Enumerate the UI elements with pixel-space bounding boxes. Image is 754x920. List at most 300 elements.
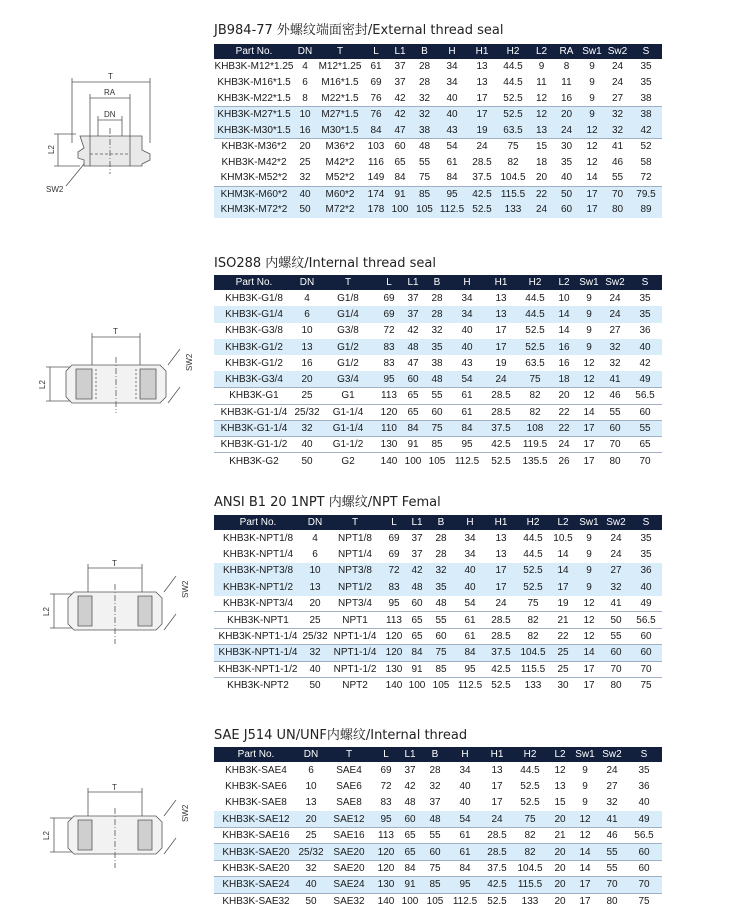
table-cell: 14 — [576, 645, 602, 661]
table-cell: 37 — [398, 762, 422, 778]
table-cell: 84 — [406, 645, 428, 661]
table-cell: 61 — [454, 612, 486, 628]
table-cell: 130 — [376, 437, 402, 453]
table-cell: 48 — [412, 138, 437, 154]
table-cell: 84 — [450, 420, 484, 436]
table-cell: 42 — [406, 563, 428, 579]
table-cell: 4 — [294, 290, 320, 306]
table-cell: 20 — [294, 138, 316, 154]
table-cell: SAE16 — [324, 828, 374, 844]
table-cell: 37 — [402, 290, 424, 306]
section-title: SAE J514 UN/UNF内螺纹/Internal thread — [214, 728, 468, 743]
table-cell: 32 — [298, 860, 324, 876]
table-cell: 75 — [516, 596, 550, 612]
table-cell: 16 — [294, 355, 320, 371]
table-cell: G2 — [320, 453, 376, 469]
table-cell: 25 — [294, 388, 320, 404]
column-header: RA — [554, 44, 579, 59]
table-cell: 19 — [484, 355, 518, 371]
table-cell: 35 — [626, 762, 662, 778]
table-cell: 113 — [374, 828, 398, 844]
table-row — [214, 877, 662, 893]
part-number-cell: KHB3K-NPT1 — [214, 612, 302, 628]
table-cell: 6 — [302, 546, 328, 562]
table-cell: 50 — [298, 893, 324, 909]
table-cell: 69 — [376, 290, 402, 306]
table-cell: 60 — [424, 404, 450, 420]
table-cell: NPT3/8 — [328, 563, 382, 579]
table-cell: 32 — [602, 355, 628, 371]
table-cell: 48 — [398, 795, 422, 811]
table-cell: 50 — [554, 186, 579, 202]
table-cell: 13 — [482, 762, 512, 778]
column-header: Sw1 — [579, 44, 605, 59]
table-cell: 178 — [364, 202, 388, 218]
table-cell: 130 — [374, 877, 398, 893]
dim-label-l2: L2 — [38, 380, 47, 389]
table-cell: 20 — [548, 877, 572, 893]
table-cell: 83 — [376, 355, 402, 371]
table-cell: 75 — [518, 371, 552, 387]
table-cell: 10 — [302, 563, 328, 579]
table-cell: 17 — [482, 795, 512, 811]
table-cell: 116 — [364, 154, 388, 170]
table-cell: 17 — [572, 877, 598, 893]
table-row — [214, 860, 662, 876]
part-number-cell: KHB3K-G1-1/2 — [214, 437, 294, 453]
table-cell: 84 — [454, 645, 486, 661]
table-cell: 112.5 — [450, 453, 484, 469]
table-cell: 58 — [630, 154, 662, 170]
table-cell: 28.5 — [486, 628, 516, 644]
table-cell: 24 — [602, 546, 630, 562]
table-cell: 56.5 — [628, 388, 662, 404]
dim-label-sw2: SW2 — [181, 804, 190, 822]
table-cell: M30*1.5 — [316, 123, 364, 139]
table-cell: 12 — [529, 107, 554, 123]
table-cell: 17 — [576, 661, 602, 677]
dim-label-sw2: SW2 — [181, 580, 190, 598]
table-cell: 80 — [602, 453, 628, 469]
table-cell: 61 — [364, 59, 388, 75]
table-cell: 24 — [598, 762, 626, 778]
dim-label-t: T — [112, 560, 117, 568]
part-number-cell: KHB3K-SAE16 — [214, 828, 298, 844]
table-cell: 55 — [422, 828, 448, 844]
table-cell: 60 — [402, 371, 424, 387]
table-cell: G1-1/4 — [320, 420, 376, 436]
table-cell: 60 — [406, 596, 428, 612]
table-cell: 46 — [605, 154, 630, 170]
table-cell: 52.5 — [512, 778, 548, 794]
column-header: H — [454, 515, 486, 530]
table-cell: 70 — [630, 661, 662, 677]
table-cell: 37.5 — [467, 170, 497, 186]
table-cell: 55 — [424, 388, 450, 404]
table-cell: 82 — [518, 404, 552, 420]
column-header: L2 — [552, 275, 576, 290]
column-header: H1 — [482, 747, 512, 762]
table-cell: 120 — [374, 860, 398, 876]
table-cell: 56.5 — [630, 612, 662, 628]
table-row — [214, 778, 662, 794]
table-cell: 14 — [579, 170, 605, 186]
table-cell: 28.5 — [484, 388, 518, 404]
table-cell: 17 — [579, 202, 605, 218]
table-cell: 9 — [576, 290, 602, 306]
table-cell: 80 — [605, 202, 630, 218]
table-cell: 89 — [630, 202, 662, 218]
table-cell: 103 — [364, 138, 388, 154]
table-cell: 76 — [364, 91, 388, 107]
table-cell: 17 — [576, 437, 602, 453]
table-cell: 34 — [450, 290, 484, 306]
table-cell: M42*2 — [316, 154, 364, 170]
table-cell: 37 — [388, 59, 412, 75]
table-cell: 95 — [437, 186, 467, 202]
table-cell: 82 — [518, 388, 552, 404]
table-cell: 52.5 — [516, 579, 550, 595]
table-cell: 84 — [448, 860, 482, 876]
table-cell: 20 — [548, 893, 572, 909]
table-cell: 42 — [628, 355, 662, 371]
table-cell: 105 — [424, 453, 450, 469]
table-cell: 32 — [294, 420, 320, 436]
table-cell: 13 — [298, 795, 324, 811]
table-cell: 4 — [294, 59, 316, 75]
table-cell: 60 — [554, 202, 579, 218]
table-cell: 104.5 — [512, 860, 548, 876]
table-cell: 4 — [302, 530, 328, 546]
table-cell: 10 — [552, 290, 576, 306]
table-cell: 52.5 — [497, 91, 529, 107]
column-header: L2 — [529, 44, 554, 59]
table-cell: 44.5 — [512, 762, 548, 778]
column-header: L — [374, 747, 398, 762]
table-cell: 55 — [428, 612, 454, 628]
column-header: Sw1 — [572, 747, 598, 762]
table-cell: 24 — [602, 290, 628, 306]
table-cell: 40 — [437, 107, 467, 123]
table-cell: M22*1.5 — [316, 91, 364, 107]
table-cell: 35 — [630, 546, 662, 562]
table-cell: 63.5 — [518, 355, 552, 371]
table-cell: NPT1/4 — [328, 546, 382, 562]
part-number-cell: KHB3K-NPT1-1/4 — [214, 645, 302, 661]
table-cell: SAE4 — [324, 762, 374, 778]
table-cell: 34 — [437, 75, 467, 91]
part-number-cell: KHM3K-M72*2 — [214, 202, 294, 218]
table-cell: M12*1.25 — [316, 59, 364, 75]
table-cell: 9 — [579, 91, 605, 107]
table-cell: NPT1/8 — [328, 530, 382, 546]
table-row — [214, 893, 662, 909]
table-cell: 82 — [516, 612, 550, 628]
table-cell: 95 — [376, 371, 402, 387]
column-header: Sw2 — [602, 515, 630, 530]
table-cell: 41 — [602, 371, 628, 387]
table-cell: 16 — [554, 91, 579, 107]
table-cell: 9 — [572, 778, 598, 794]
table-cell: 72 — [376, 323, 402, 339]
table-cell: 76 — [364, 107, 388, 123]
dim-label-t: T — [113, 327, 118, 336]
table-cell: 40 — [626, 795, 662, 811]
part-number-cell: KHB3K-SAE6 — [214, 778, 298, 794]
table-cell: 149 — [364, 170, 388, 186]
table-cell: 27 — [602, 323, 628, 339]
table-cell: 12 — [576, 612, 602, 628]
table-cell: 17 — [486, 579, 516, 595]
table-cell: 75 — [512, 811, 548, 827]
table-cell: 47 — [388, 123, 412, 139]
table-cell: 40 — [628, 339, 662, 355]
table-cell: 19 — [550, 596, 576, 612]
table-cell: 10.5 — [550, 530, 576, 546]
column-header: Part No. — [214, 275, 294, 290]
table-cell: 35 — [428, 579, 454, 595]
table-cell: 75 — [497, 138, 529, 154]
table-cell: 50 — [294, 202, 316, 218]
table-cell: 17 — [484, 323, 518, 339]
table-cell: 25 — [550, 661, 576, 677]
table-cell: 70 — [598, 877, 626, 893]
table-cell: 61 — [454, 628, 486, 644]
table-cell: 84 — [388, 170, 412, 186]
table-header — [214, 747, 662, 762]
table-cell: M27*1.5 — [316, 107, 364, 123]
table-cell: 12 — [576, 596, 602, 612]
column-header: S — [630, 44, 662, 59]
table-cell: 91 — [402, 437, 424, 453]
table-cell: SAE24 — [324, 877, 374, 893]
section-title: ISO288 内螺纹/Internal thread seal — [214, 256, 436, 271]
table-cell: 34 — [454, 546, 486, 562]
column-header: Part No. — [214, 44, 294, 59]
table-cell: 35 — [554, 154, 579, 170]
table-cell: 91 — [388, 186, 412, 202]
table-cell: 36 — [628, 323, 662, 339]
table-cell: 52.5 — [497, 107, 529, 123]
table-cell: 14 — [552, 306, 576, 322]
table-row — [214, 762, 662, 778]
part-number-cell: KHM3K-M60*2 — [214, 186, 294, 202]
table-cell: 16 — [552, 355, 576, 371]
table-cell: 19 — [467, 123, 497, 139]
table-cell: 17 — [486, 563, 516, 579]
table-cell: 28 — [428, 546, 454, 562]
table-cell: 12 — [572, 811, 598, 827]
table-cell: 55 — [605, 170, 630, 186]
table-cell: 95 — [374, 811, 398, 827]
table-cell: G3/4 — [320, 371, 376, 387]
dim-label-l2: L2 — [42, 831, 51, 840]
table-cell: 17 — [572, 893, 598, 909]
table-cell: 61 — [448, 844, 482, 860]
table-cell: 44.5 — [516, 530, 550, 546]
table-cell: 42 — [388, 107, 412, 123]
table-cell: 60 — [428, 628, 454, 644]
table-cell: 40 — [450, 339, 484, 355]
table-cell: 9 — [576, 339, 602, 355]
table-cell: 28.5 — [484, 404, 518, 420]
table-cell: 17 — [482, 778, 512, 794]
table-cell: 110 — [376, 420, 402, 436]
table-cell: G1/4 — [320, 306, 376, 322]
table-cell: 14 — [552, 323, 576, 339]
part-number-cell: KHB3K-NPT3/4 — [214, 596, 302, 612]
table-cell: 100 — [398, 893, 422, 909]
table-cell: 40 — [454, 563, 486, 579]
table-cell: 21 — [550, 612, 576, 628]
table-cell: 80 — [598, 893, 626, 909]
table-cell: 24 — [602, 306, 628, 322]
table-cell: 40 — [630, 579, 662, 595]
table-cell: 13 — [486, 546, 516, 562]
table-cell: 119.5 — [518, 437, 552, 453]
table-cell: 60 — [630, 628, 662, 644]
table-cell: 70 — [602, 437, 628, 453]
table-cell: 13 — [467, 59, 497, 75]
table-cell: 12 — [572, 828, 598, 844]
column-header: DN — [298, 747, 324, 762]
table-cell: 20 — [552, 388, 576, 404]
table-cell: 37 — [406, 530, 428, 546]
table-cell: 13 — [467, 75, 497, 91]
table-cell: 28.5 — [486, 612, 516, 628]
table-cell: 28 — [424, 290, 450, 306]
table-cell: 75 — [422, 860, 448, 876]
table-cell: 22 — [529, 186, 554, 202]
column-header: B — [412, 44, 437, 59]
table-cell: M52*2 — [316, 170, 364, 186]
table-cell: 25/32 — [294, 404, 320, 420]
table-cell: 91 — [398, 877, 422, 893]
table-cell: 60 — [422, 844, 448, 860]
table-cell: G3/8 — [320, 323, 376, 339]
table-cell: 55 — [602, 628, 630, 644]
column-header: H — [448, 747, 482, 762]
table-cell: 42 — [402, 323, 424, 339]
table-cell: 27 — [602, 563, 630, 579]
table-cell: 50 — [294, 453, 320, 469]
table-cell: 40 — [294, 186, 316, 202]
table-cell: 30 — [554, 138, 579, 154]
table-cell: 52.5 — [518, 323, 552, 339]
table-cell: 12 — [576, 355, 602, 371]
table-cell: 75 — [412, 170, 437, 186]
column-header: B — [424, 275, 450, 290]
part-number-cell: KHB3K-NPT1/8 — [214, 530, 302, 546]
table-cell: 28.5 — [482, 844, 512, 860]
table-cell: 41 — [598, 811, 626, 827]
table-cell: 24 — [602, 530, 630, 546]
dim-label-l2: L2 — [47, 145, 56, 154]
table-cell: 14 — [576, 404, 602, 420]
table-cell: 65 — [398, 844, 422, 860]
table-cell: 65 — [402, 388, 424, 404]
table-cell: 140 — [376, 453, 402, 469]
column-header: Sw2 — [605, 44, 630, 59]
table-cell: 14 — [572, 844, 598, 860]
table-cell: 135.5 — [518, 453, 552, 469]
column-header: Part No. — [214, 747, 298, 762]
table-cell: 32 — [424, 323, 450, 339]
table-cell: 49 — [628, 371, 662, 387]
table-cell: 69 — [374, 762, 398, 778]
table-cell: 54 — [454, 596, 486, 612]
column-header: T — [320, 275, 376, 290]
part-number-cell: KHB3K-SAE12 — [214, 811, 298, 827]
table-cell: 32 — [428, 563, 454, 579]
table-cell: 13 — [294, 339, 320, 355]
table-cell: 82 — [516, 628, 550, 644]
table-cell: 42.5 — [484, 437, 518, 453]
table-cell: 37.5 — [484, 420, 518, 436]
table-cell: 36 — [626, 778, 662, 794]
table-cell: 60 — [602, 420, 628, 436]
table-cell: 70 — [602, 661, 630, 677]
table-cell: SAE6 — [324, 778, 374, 794]
table-cell: 69 — [376, 306, 402, 322]
table-cell: 63.5 — [497, 123, 529, 139]
table-cell: 26 — [552, 453, 576, 469]
table-cell: 24 — [605, 59, 630, 75]
table-cell: 105 — [422, 893, 448, 909]
table-cell: 40 — [302, 661, 328, 677]
table-cell: 42 — [388, 91, 412, 107]
table-cell: 27 — [605, 91, 630, 107]
table-cell: 83 — [374, 795, 398, 811]
sae-fitting-drawing — [30, 780, 200, 880]
table-cell: 17 — [467, 91, 497, 107]
table-cell: M36*2 — [316, 138, 364, 154]
table-cell: 28 — [412, 75, 437, 91]
part-number-cell: KHB3K-NPT1-1/2 — [214, 661, 302, 677]
column-header: L1 — [406, 515, 428, 530]
part-number-cell: KHB3K-NPT1/4 — [214, 546, 302, 562]
part-number-cell: KHB3K-G1/2 — [214, 339, 294, 355]
table-cell: 69 — [382, 530, 406, 546]
table-cell: 84 — [437, 170, 467, 186]
spec-table-sae — [214, 747, 662, 910]
table-cell: 56.5 — [626, 828, 662, 844]
column-header: H1 — [467, 44, 497, 59]
table-cell: 12 — [548, 762, 572, 778]
table-cell: 44.5 — [497, 59, 529, 75]
table-cell: NPT1-1/4 — [328, 645, 382, 661]
table-cell: 133 — [516, 678, 550, 694]
table-cell: M16*1.5 — [316, 75, 364, 91]
part-number-cell: KHB3K-G1/2 — [214, 355, 294, 371]
table-cell: 38 — [630, 91, 662, 107]
table-cell: 15 — [548, 795, 572, 811]
column-header: H — [437, 44, 467, 59]
table-cell: 55 — [598, 844, 626, 860]
table-cell: 48 — [422, 811, 448, 827]
column-header: Sw2 — [598, 747, 626, 762]
table-cell: 35 — [628, 290, 662, 306]
part-number-cell: KHB3K-SAE32 — [214, 893, 298, 909]
table-cell: G1/8 — [320, 290, 376, 306]
part-number-cell: KHM3K-M52*2 — [214, 170, 294, 186]
column-header: T — [324, 747, 374, 762]
table-cell: 95 — [450, 437, 484, 453]
table-cell: 42.5 — [486, 661, 516, 677]
table-cell: 20 — [548, 811, 572, 827]
table-cell: 72 — [630, 170, 662, 186]
table-cell: 100 — [388, 202, 412, 218]
